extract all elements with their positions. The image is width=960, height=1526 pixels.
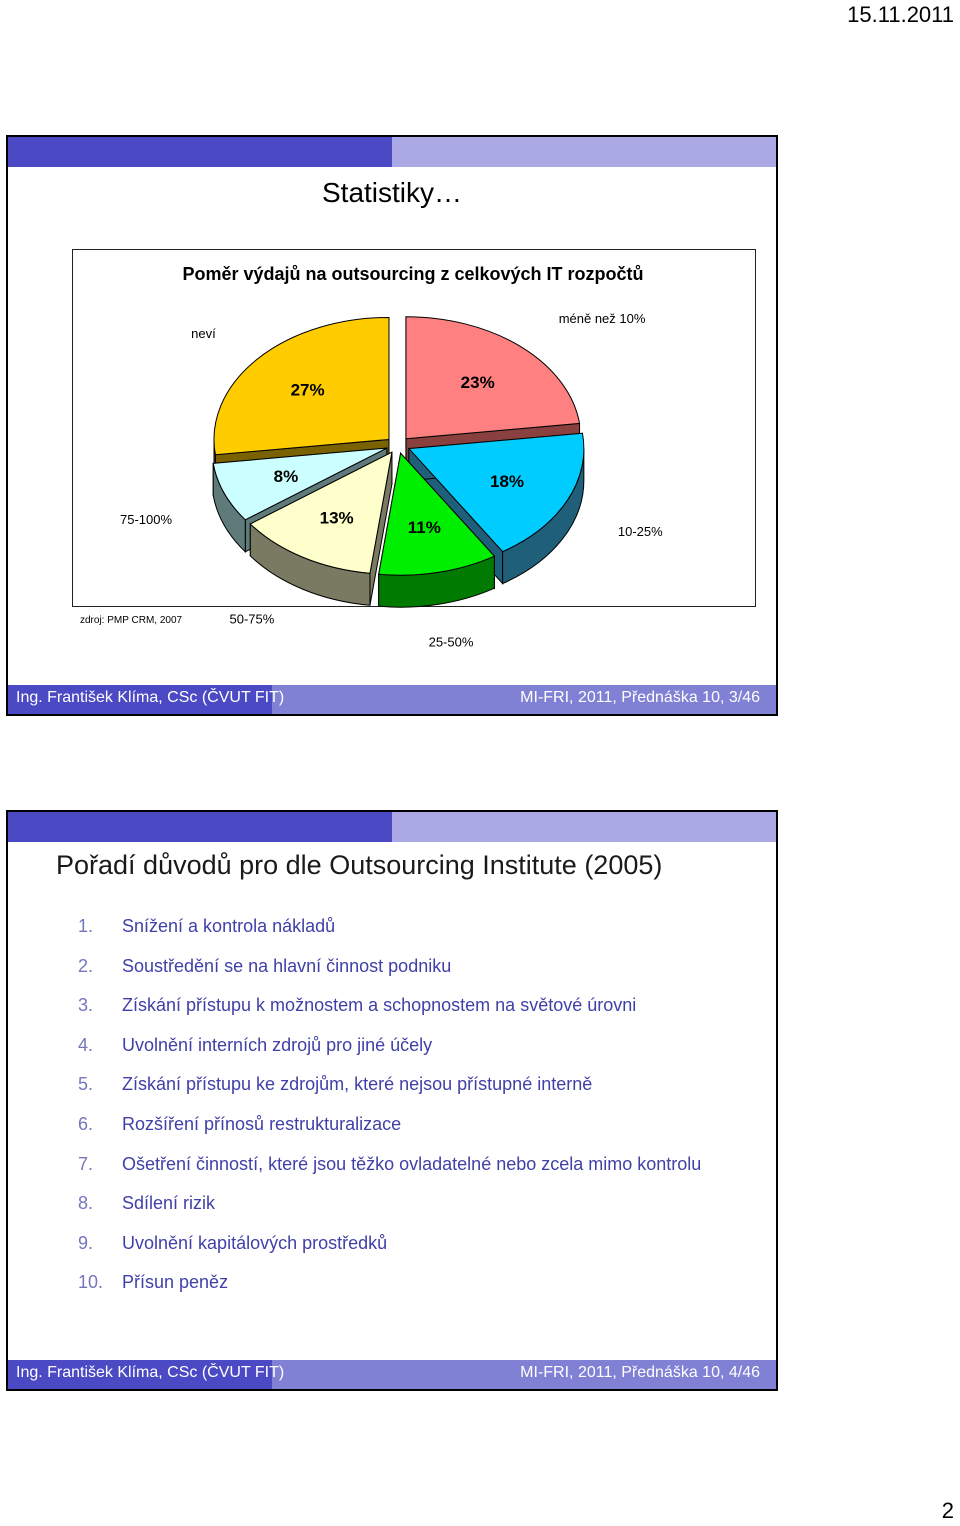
list-item: 10. Přísun peněz xyxy=(78,1272,229,1293)
slide-title: Pořadí důvodů pro dle Outsourcing Institute (2005) xyxy=(56,850,663,880)
slide-statistics xyxy=(6,135,778,716)
slice-category-label: 10-25% xyxy=(617,523,663,539)
reasons-list xyxy=(78,916,701,1312)
slice-category-label: méně než 10% xyxy=(558,310,646,326)
page-number: 2 xyxy=(941,1498,954,1523)
slice-value-label: 18% xyxy=(490,471,525,491)
chart-source: zdroj: PMP CRM, 2007 xyxy=(80,615,183,626)
list-item: 1. Snížení a kontrola nákladů xyxy=(78,916,336,936)
footer-author: Ing. František Klíma, CSc (ČVUT FIT) xyxy=(16,689,285,706)
list-item: 7. Ošetření činností, které jsou těžko ovladatelné nebo zcela mimo kontrolu xyxy=(78,1153,702,1174)
slide-top-bar xyxy=(8,137,776,167)
slice-value-label: 27% xyxy=(290,380,325,400)
slice-value-label: 11% xyxy=(407,518,441,538)
slide-top-bar xyxy=(8,812,776,842)
footer-reference: MI-FRI, 2011, Přednáška 10, 4/46 xyxy=(520,1364,760,1381)
list-item: 6. Rozšíření přínosů restrukturalizace xyxy=(78,1113,402,1134)
list-item: 9. Uvolnění kapitálových prostředků xyxy=(78,1232,388,1253)
slice-category-label: 25-50% xyxy=(428,634,474,650)
list-item: 3. Získání přístupu k možnostem a schopnostem na světové úrovni xyxy=(78,995,637,1016)
slide-title: Statistiky… xyxy=(321,177,463,208)
slice-category-label: 50-75% xyxy=(229,611,275,627)
slide-footer xyxy=(8,685,776,714)
slice-value-label: 8% xyxy=(273,466,299,486)
chart-title: Poměr výdajů na outsourcing z celkových IT rozpočtů xyxy=(182,264,644,284)
slide-footer xyxy=(8,1360,776,1389)
list-item: 8. Sdílení rizik xyxy=(78,1193,216,1214)
slice-value-label: 13% xyxy=(319,508,354,528)
slice-value-label: 23% xyxy=(460,372,495,392)
list-item: 2. Soustředění se na hlavní činnost podniku xyxy=(78,955,452,976)
footer-author: Ing. František Klíma, CSc (ČVUT FIT) xyxy=(16,1364,285,1381)
footer-reference: MI-FRI, 2011, Přednáška 10, 3/46 xyxy=(520,689,760,706)
list-item: 5. Získání přístupu ke zdrojům, které nejsou přístupné interně xyxy=(78,1074,593,1095)
list-item: 4. Uvolnění interních zdrojů pro jiné účely xyxy=(78,1034,433,1055)
slide-reasons xyxy=(6,810,778,1391)
slice-category-label: neví xyxy=(191,325,216,341)
page-date: 15.11.2011 xyxy=(847,2,954,27)
slice-category-label: 75-100% xyxy=(120,512,173,528)
